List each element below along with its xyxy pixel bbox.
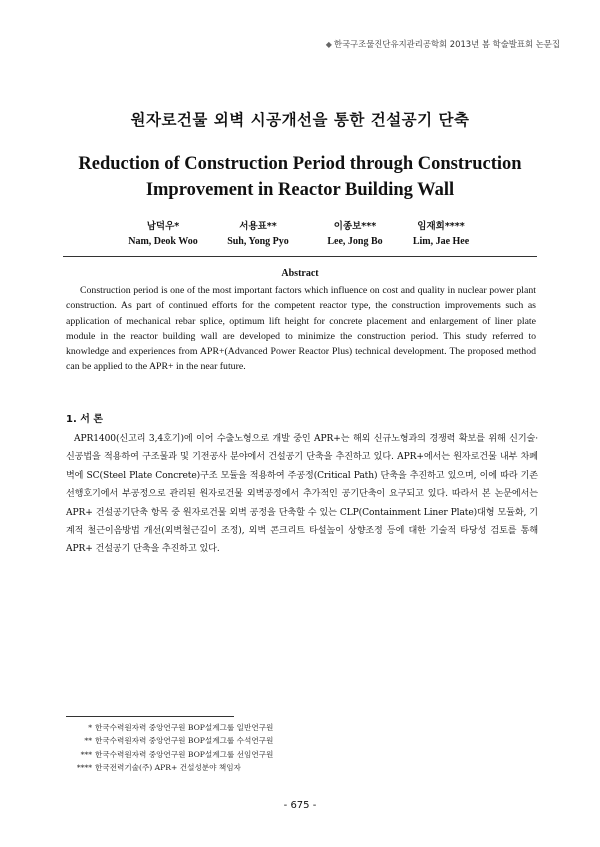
footnote-mark: ****: [76, 763, 92, 773]
footnote: [66, 761, 366, 774]
page-number: - 675 -: [283, 800, 317, 811]
footnote-text: 한국전력기술(주) APR+ 건설성분야 책임자: [95, 763, 241, 773]
footnote-text: 한국수력원자력 중앙연구원 BOP설계그룹 선임연구원: [95, 749, 274, 759]
author: [305, 219, 405, 249]
footnote: [66, 721, 366, 734]
author-name-ko: 임재희****: [417, 221, 465, 232]
abstract-body: Construction period is one of the most important factors which influence on cost and quality in nuclear power plant construction. As part of continued efforts for the competent reactor type, the construction improvements such as application of mechanical rebar splice, optimum lift height for concrete placement and enlargement of liner plate module in the reactor building wall are developed to minimize the construction period. This study referred to knowledge and experiences from APR+(Advanced Power Reactor Plus) technical development. The proposed method can be applied to the APR+ in the near future.: [66, 285, 536, 373]
author-name-ko: 서용표**: [239, 221, 277, 232]
footnote: [66, 748, 366, 761]
footnote-mark: *: [88, 723, 92, 732]
author: [208, 219, 308, 249]
english-title: [0, 151, 600, 203]
author: [113, 219, 213, 249]
english-title-line-2: Improvement in Reactor Building Wall: [145, 180, 455, 200]
author-name-en: Nam, Deok Woo: [128, 236, 198, 247]
author: [391, 219, 491, 249]
author-name-en: Suh, Yong Pyo: [227, 236, 289, 247]
author-name-en: Lee, Jong Bo: [327, 236, 383, 247]
footnote-text: 한국수력원자력 중앙연구원 BOP설계그룹 수석연구원: [95, 736, 274, 746]
author-name-ko: 이종보***: [333, 221, 377, 232]
footnote-divider: [66, 716, 234, 717]
author-list: [0, 219, 600, 253]
footnote-text: 한국수력원자력 중앙연구원 BOP설계그룹 일반연구원: [95, 723, 274, 732]
section-heading: 1. 서 론: [66, 414, 104, 425]
footnotes: [66, 721, 366, 775]
footnote: [66, 734, 366, 747]
english-title-line-1: Reduction of Construction Period through Construction: [78, 154, 522, 174]
korean-title: 원자로건물 외벽 시공개선을 통한 건설공기 단축: [130, 111, 470, 129]
abstract-heading: Abstract: [281, 268, 319, 279]
diamond-bullet-icon: ◆: [325, 40, 332, 49]
section-body: APR1400(신고리 3,4호기)에 이어 수출노형으로 개발 중인 APR+는 해외 신규노형과의 경쟁력 확보를 위해 신기술·신공법을 적용하여 구조물과 및 기전공사 분야에서 건설공기 단축을 추진하고 있다. APR+에서는 원자로건물 내부 차폐벽에 SC(Steel Plate Concrete)구조 모듈을 적용하여 주공정(Critical Path) 단축을 추진하고 있으며, 이에 따라 기존 선행호기에서 부공정으로 관리된 원자로건물 외벽공정에서 추가적인 공기단축이 요구되고 있다. 따라서 본 논문에서는 APR+ 건설공기단축 항목 중 원자로건물 외벽 공정을 단축할 수 있는 CLP(Containment Liner Plate)대형 모듈화, 기계적 철근이음방법 개선(외벽철근길이 조정), 외벽 콘크리트 타설높이 상향조정 등에 대한 기술적 타당성 검토를 통해 APR+ 건설공기 단축을 추진하고 있다.: [66, 434, 538, 555]
author-name-en: Lim, Jae Hee: [412, 236, 470, 247]
author-name-ko: 남덕우*: [146, 221, 180, 232]
footnote-mark: **: [84, 736, 92, 746]
running-header: [326, 38, 560, 50]
author-divider: [63, 256, 537, 257]
footnote-mark: ***: [80, 749, 92, 759]
journal-name: 한국구조물진단유지관리공학회 2013년 봄 학술발표회 논문집: [333, 39, 560, 49]
